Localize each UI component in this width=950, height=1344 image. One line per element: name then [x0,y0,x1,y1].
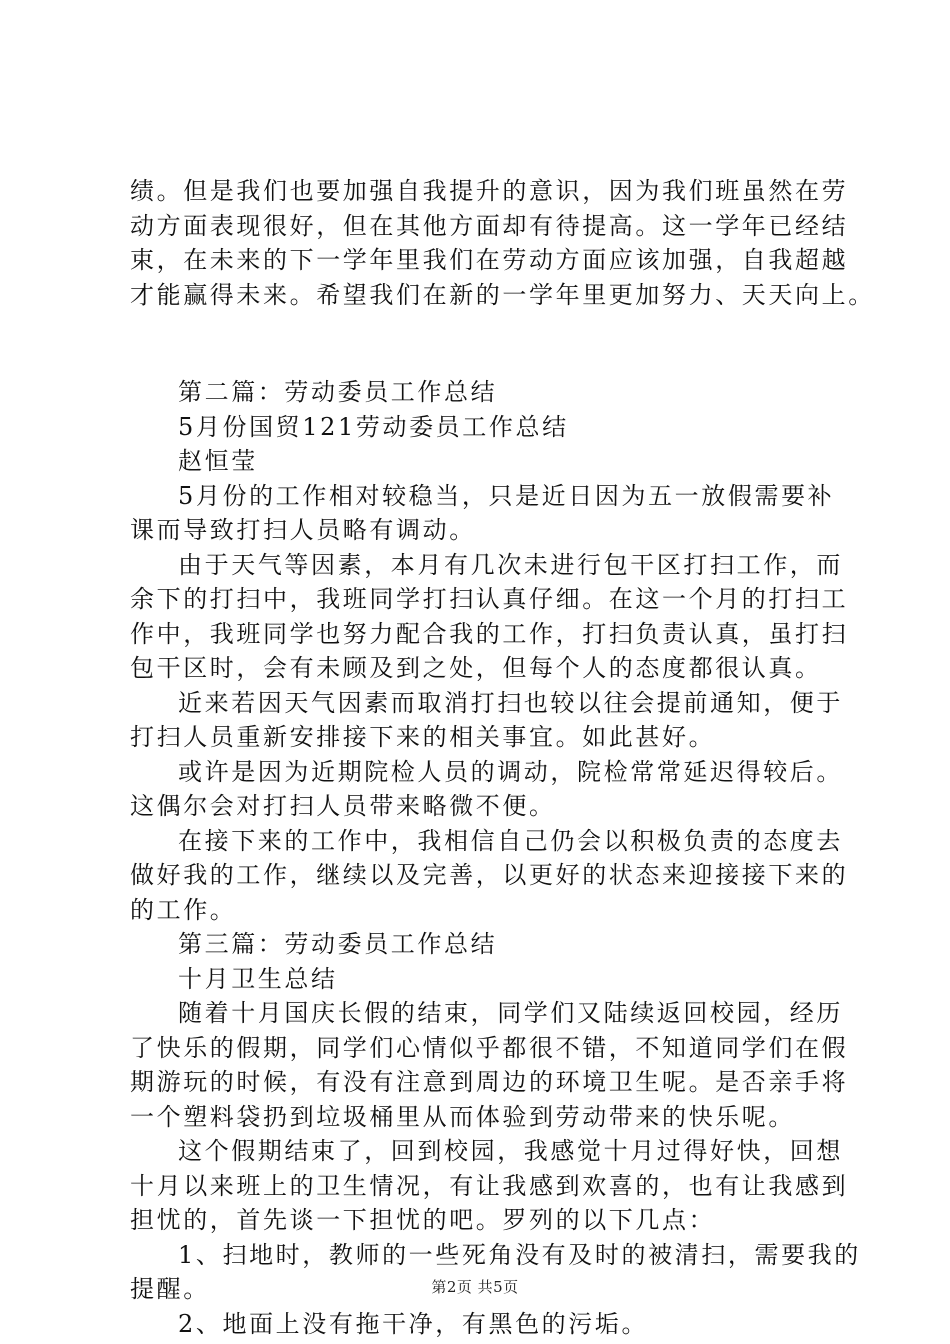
body-line: 期游玩的时候，有没有注意到周边的环境卫生呢。是否亲手将 [130,1068,849,1096]
body-line: 束，在未来的下一学年里我们在劳动方面应该加强，自我超越 [130,246,849,274]
body-line: 在接下来的工作中，我相信自己仍会以积极负责的态度去 [178,826,843,855]
page-footer: 第2页 共5页 [431,1278,519,1296]
section-two-body [130,479,850,928]
section-heading: 第三篇：劳动委员工作总结 [178,930,498,958]
body-line: 1、扫地时，教师的一些死角没有及时的被清扫，需要我的 [178,1240,861,1269]
body-line: 了快乐的假期，同学们心情似乎都很不错，不知道同学们在假 [130,1033,849,1062]
body-line: 十月以来班上的卫生情况，有让我感到欢喜的，也有让我感到 [130,1171,849,1200]
section-author: 赵恒莹 [178,447,258,475]
body-line: 这个假期结束了，回到校园，我感觉十月过得好快，回想 [178,1137,843,1165]
body-line: 担忧的，首先谈一下担忧的吧。罗列的以下几点： [130,1206,716,1234]
body-line: 绩。但是我们也要加强自我提升的意识，因为我们班虽然在劳 [130,177,849,205]
body-line: 提醒。 [130,1275,210,1303]
document-body [130,174,875,1341]
section-subtitle: 5月份国贸121劳动委员工作总结 [178,412,569,441]
body-line: 一个塑料袋扔到垃圾桶里从而体验到劳动带来的快乐呢。 [130,1102,795,1131]
body-line: 余下的打扫中，我班同学打扫认真仔细。在这一个月的打扫工 [130,585,849,613]
body-line: 随着十月国庆长假的结束，同学们又陆续返回校园，经历 [178,999,843,1027]
body-line: 动方面表现很好，但在其他方面却有待提高。这一学年已经结 [130,211,849,240]
body-line: 才能赢得未来。希望我们在新的一学年里更加努力、天天向上。 [130,280,875,309]
body-line: 或许是因为近期院检人员的调动，院检常常延迟得较后。 [178,757,843,786]
body-line: 作中，我班同学也努力配合我的工作，打扫负责认真，虽打扫 [130,619,849,648]
body-line: 由于天气等因素，本月有几次未进行包干区打扫工作，而 [178,550,843,579]
body-line: 包干区时，会有未顾及到之处，但每个人的态度都很认真。 [130,654,822,682]
body-line: 课而导致打扫人员略有调动。 [130,516,476,544]
paragraph-gap [130,312,850,375]
body-line: 做好我的工作，继续以及完善，以更好的状态来迎接接下来的 [130,861,849,889]
body-line: 近来若因天气因素而取消打扫也较以往会提前通知，便于 [178,688,843,717]
body-line: 5月份的工作相对较稳当，只是近日因为五一放假需要补 [178,481,835,510]
section-heading: 第二篇：劳动委员工作总结 [178,378,498,406]
body-line: 这偶尔会对打扫人员带来略微不便。 [130,792,556,820]
body-line: 2、地面上没有拖干净，有黑色的污垢。 [178,1309,649,1338]
section-subtitle: 十月卫生总结 [178,964,338,993]
body-line: 的工作。 [130,895,237,924]
body-line: 打扫人员重新安排接下来的相关事宜。如此甚好。 [130,723,716,751]
